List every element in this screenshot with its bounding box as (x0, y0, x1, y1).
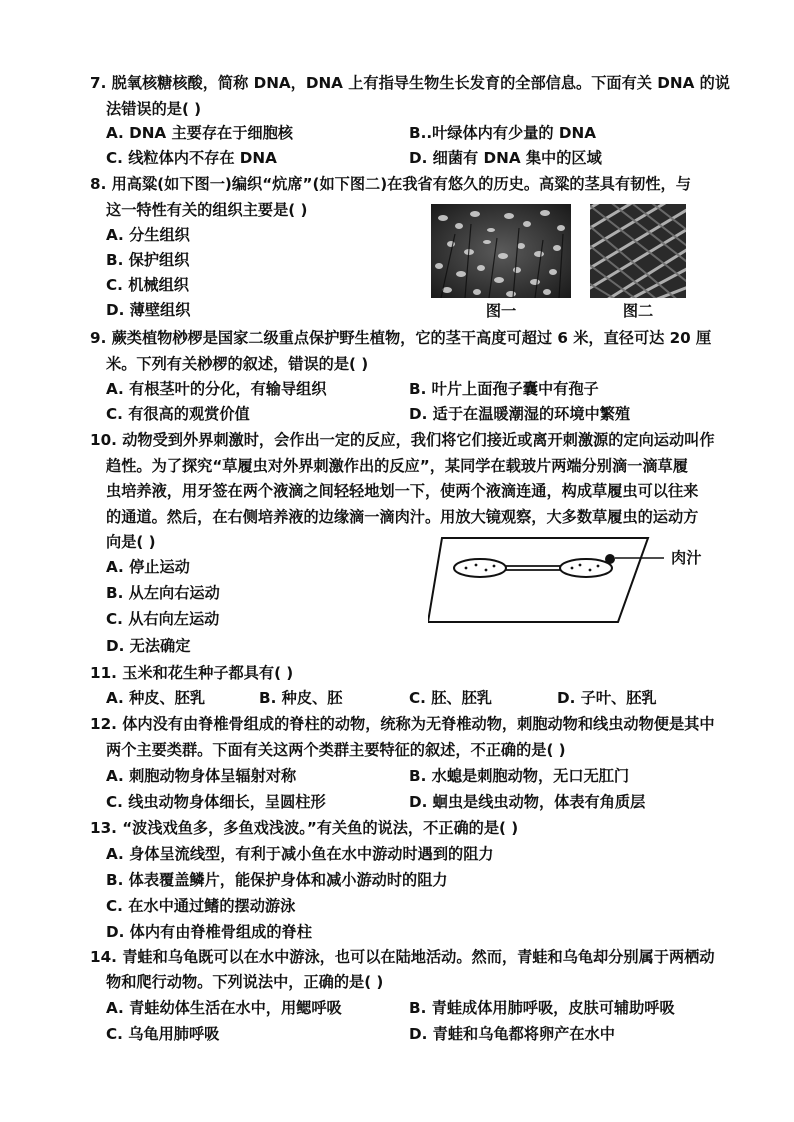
figure-2-caption: 图二 (622, 302, 654, 320)
q13-option-d: D. 体内有由脊椎骨组成的脊柱 (106, 923, 312, 941)
q8-stem-line2: 这一特性有关的组织主要是( ) (106, 201, 308, 219)
q10-stem-line1: 10. 动物受到外界刺激时，会作出一定的反应，我们将它们接近或离开刺激源的定向运动叫作 (90, 431, 715, 449)
q12-stem-line2: 两个主要类群。下面有关这两个类群主要特征的叙述，不正确的是( ) (106, 741, 566, 759)
q13-option-a: A. 身体呈流线型，有利于减小鱼在水中游动时遇到的阻力 (106, 845, 494, 863)
q12-option-d: D. 蛔虫是线虫动物，体表有角质层 (409, 793, 646, 811)
q7-option-d: D. 细菌有 DNA 集中的区域 (409, 149, 602, 167)
q11-option-c: C. 胚、胚乳 (409, 689, 492, 707)
q11-option-b: B. 种皮、胚 (259, 689, 343, 707)
q10-stem-line3: 虫培养液，用牙签在两个液滴之间轻轻地划一下，使两个液滴连通，构成草履虫可以往来 (106, 482, 699, 500)
q10-option-d: D. 无法确定 (106, 637, 191, 655)
q11-option-d: D. 子叶、胚乳 (557, 689, 657, 707)
q12-stem-line1: 12. 体内没有由脊椎骨组成的脊柱的动物，统称为无脊椎动物，刺胞动物和线虫动物便是其中 (90, 715, 715, 733)
q8-option-c: C. 机械组织 (106, 276, 189, 294)
sorghum-field-photo (431, 204, 571, 298)
q13-option-c: C. 在水中通过鳍的摆动游泳 (106, 897, 296, 915)
q14-option-c: C. 乌龟用肺呼吸 (106, 1025, 220, 1043)
glass-slide-outline (428, 538, 648, 622)
q10-option-c: C. 从右向左运动 (106, 610, 220, 628)
q10-stem-line4: 的通道。然后，在右侧培养液的边缘滴一滴肉汁。用放大镜观察，大多数草履虫的运动方 (106, 508, 699, 526)
q12-option-a: A. 刺胞动物身体呈辐射对称 (106, 767, 297, 785)
q14-option-b: B. 青蛙成体用肺呼吸，皮肤可辅助呼吸 (409, 999, 675, 1017)
slide-diagram (428, 530, 728, 630)
q10-option-b: B. 从左向右运动 (106, 584, 220, 602)
q14-option-a: A. 青蛙幼体生活在水中，用鳃呼吸 (106, 999, 342, 1017)
q7-stem-line2: 法错误的是( ) (106, 100, 202, 118)
q14-stem-line1: 14. 青蛙和乌龟既可以在水中游泳，也可以在陆地活动。然而，青蛙和乌龟却分别属于两栖动 (90, 948, 715, 966)
q9-stem-line2: 米。下列有关桫椤的叙述，错误的是( ) (106, 355, 369, 373)
q8-stem-line1: 8. 用高粱(如下图一)编织“炕席”(如下图二)在我省有悠久的历史。高粱的茎具有韧性，与 (90, 175, 691, 193)
q8-option-b: B. 保护组织 (106, 251, 190, 269)
q9-option-d: D. 适于在温暖潮湿的环境中繁殖 (409, 405, 631, 423)
q11-stem-line1: 11. 玉米和花生种子都具有( ) (90, 664, 294, 682)
q8-option-d: D. 薄壁组织 (106, 301, 191, 319)
meat-juice-drop (605, 554, 615, 564)
q14-stem-line2: 物和爬行动物。下列说法中，正确的是( ) (106, 973, 384, 991)
q7-option-a: A. DNA 主要存在于细胞核 (106, 124, 293, 142)
q10-option-a: A. 停止运动 (106, 558, 190, 576)
q9-option-a: A. 有根茎叶的分化，有输导组织 (106, 380, 327, 398)
left-culture-drop (454, 559, 506, 577)
q8-option-a: A. 分生组织 (106, 226, 190, 244)
q12-option-b: B. 水螅是刺胞动物，无口无肛门 (409, 767, 630, 785)
q10-stem-line2: 趋性。为了探究“草履虫对外界刺激作出的反应”，某同学在载玻片两端分别滴一滴草履 (106, 457, 688, 475)
q7-option-c: C. 线粒体内不存在 DNA (106, 149, 277, 167)
meat-juice-label: 肉汁 (671, 549, 702, 567)
q9-option-b: B. 叶片上面孢子囊中有孢子 (409, 380, 599, 398)
q11-option-a: A. 种皮、胚乳 (106, 689, 206, 707)
q14-option-d: D. 青蛙和乌龟都将卵产在水中 (409, 1025, 615, 1043)
woven-mat-photo (590, 204, 686, 298)
q12-option-c: C. 线虫动物身体细长，呈圆柱形 (106, 793, 326, 811)
q9-option-c: C. 有很高的观赏价值 (106, 405, 250, 423)
right-culture-drop (560, 559, 612, 577)
q7-stem-line1: 7. 脱氧核糖核酸，简称 DNA，DNA 上有指导生物生长发育的全部信息。下面有关 DNA 的说 (90, 74, 730, 92)
q9-stem-line1: 9. 蕨类植物桫椤是国家二级重点保护野生植物，它的茎干高度可超过 6 米，直径可达 20 厘 (90, 329, 712, 347)
q13-stem-line1: 13. “波浅戏鱼多，多鱼戏浅波。”有关鱼的说法，不正确的是( ) (90, 819, 519, 837)
figure-1-caption: 图一 (485, 302, 517, 320)
q10-stem-line5: 向是( ) (106, 533, 156, 551)
q7-option-b: B..叶绿体内有少量的 DNA (409, 124, 596, 142)
q13-option-b: B. 体表覆盖鳞片，能保护身体和减小游动时的阻力 (106, 871, 448, 889)
